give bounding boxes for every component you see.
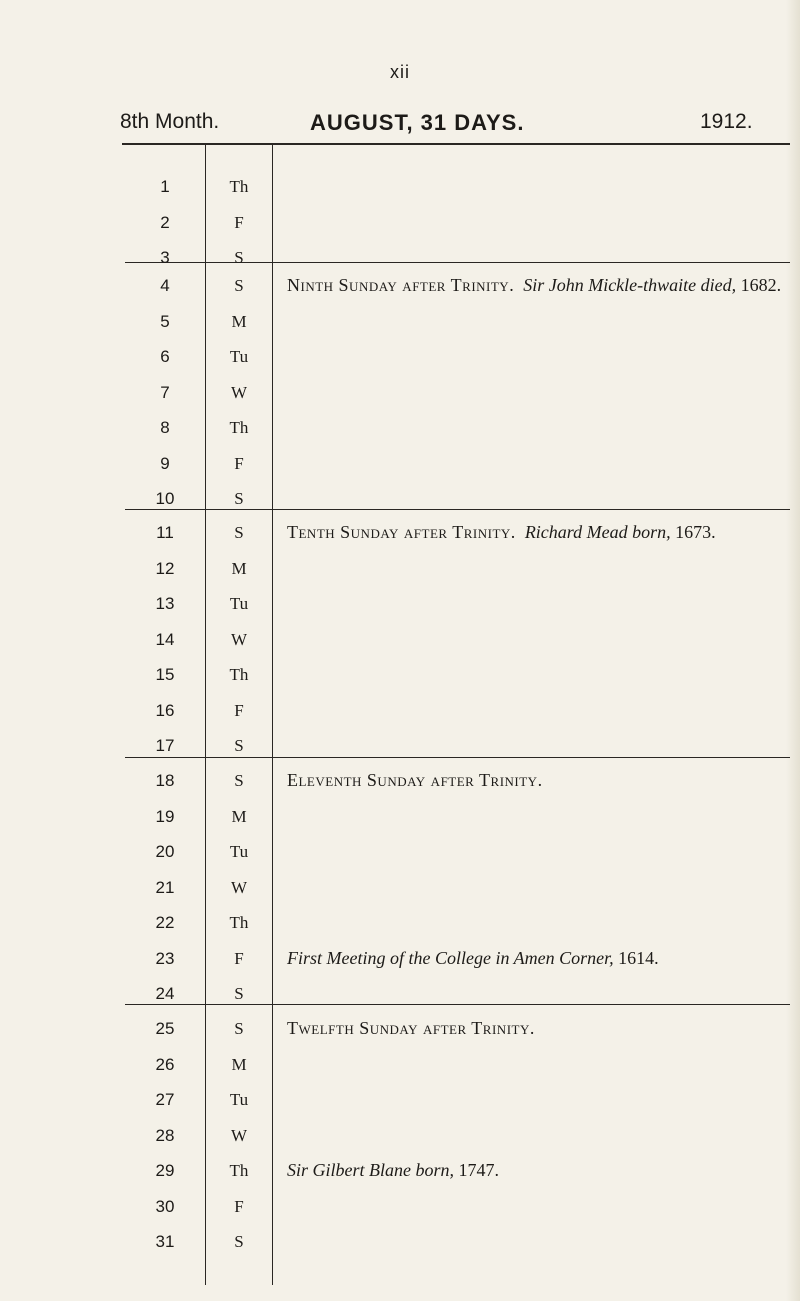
anniversary-year: 1747. bbox=[458, 1160, 499, 1180]
weekday: Tu bbox=[229, 594, 249, 613]
day-number: 1 bbox=[160, 177, 170, 196]
day-number: 10 bbox=[155, 489, 175, 508]
anniversary-year: 1673. bbox=[675, 522, 716, 542]
day-number: 5 bbox=[160, 311, 170, 331]
weekday: W bbox=[230, 1125, 248, 1145]
weekday: S bbox=[234, 736, 244, 755]
day-number: 16 bbox=[155, 700, 175, 720]
weekday: M bbox=[231, 311, 247, 331]
day-number: 12 bbox=[155, 558, 175, 578]
day-row bbox=[0, 622, 800, 658]
day-row bbox=[0, 375, 800, 411]
day-number: 14 bbox=[155, 629, 175, 649]
weekday: W bbox=[230, 629, 248, 649]
day-row bbox=[0, 799, 800, 835]
weekday: F bbox=[234, 453, 244, 473]
day-number: 11 bbox=[156, 523, 174, 542]
weekday: F bbox=[234, 1196, 244, 1216]
day-row bbox=[0, 205, 800, 241]
day-number: 22 bbox=[155, 913, 175, 932]
day-number: 27 bbox=[155, 1090, 175, 1109]
day-row bbox=[0, 1082, 800, 1118]
weekday: S bbox=[234, 1232, 244, 1251]
day-row bbox=[0, 551, 800, 587]
day-row bbox=[0, 1047, 800, 1083]
weekday: Th bbox=[229, 418, 249, 437]
anniversary-text: Sir Gilbert Blane born, bbox=[287, 1160, 454, 1180]
day-row bbox=[0, 1189, 800, 1225]
day-row bbox=[0, 339, 800, 375]
weekday: M bbox=[231, 806, 247, 826]
day-row bbox=[0, 304, 800, 340]
anniversary-year: 1614. bbox=[618, 947, 659, 968]
day-number: 31 bbox=[155, 1232, 175, 1251]
day-number: 8 bbox=[160, 418, 170, 437]
weekday: S bbox=[234, 489, 244, 508]
day-row bbox=[0, 481, 800, 517]
anniversary-text: Richard Mead born, bbox=[524, 522, 671, 542]
month-title: AUGUST, 31 DAYS. bbox=[310, 110, 525, 135]
weekday: Th bbox=[229, 1161, 249, 1180]
day-row bbox=[0, 834, 800, 870]
weekday: W bbox=[230, 382, 248, 402]
weekday: Tu bbox=[229, 842, 249, 861]
day-number: 24 bbox=[155, 984, 175, 1003]
day-note bbox=[287, 523, 792, 542]
sunday-heading: Eleventh Sunday after Trinity. bbox=[287, 770, 543, 790]
day-number: 23 bbox=[155, 948, 175, 968]
anniversary-text: Sir John Mickle-thwaite died, bbox=[523, 275, 737, 295]
day-row bbox=[0, 446, 800, 482]
day-number: 2 bbox=[160, 212, 170, 232]
day-number: 7 bbox=[160, 382, 170, 402]
weekday: Th bbox=[229, 665, 249, 684]
day-number: 26 bbox=[155, 1054, 175, 1074]
day-row bbox=[0, 976, 800, 1012]
anniversary-text: First Meeting of the College in Amen Corner, bbox=[287, 947, 614, 968]
month-number: 8th Month. bbox=[120, 110, 220, 133]
weekday: F bbox=[234, 212, 244, 232]
weekday: S bbox=[234, 248, 244, 267]
anniversary-year: 1682. bbox=[740, 275, 782, 295]
day-number: 18 bbox=[155, 771, 175, 790]
day-row bbox=[0, 586, 800, 622]
weekday: F bbox=[234, 948, 244, 968]
weekday: Th bbox=[229, 177, 249, 196]
day-row bbox=[0, 870, 800, 906]
weekday: S bbox=[234, 771, 244, 790]
weekday: S bbox=[234, 523, 244, 542]
weekday: S bbox=[234, 1019, 244, 1038]
day-number: 25 bbox=[155, 1019, 175, 1038]
year: 1912. bbox=[700, 110, 753, 133]
day-number: 17 bbox=[155, 736, 175, 755]
day-number: 15 bbox=[155, 665, 175, 684]
day-number: 9 bbox=[160, 453, 170, 473]
day-row bbox=[0, 905, 800, 941]
day-number: 29 bbox=[155, 1161, 175, 1180]
day-row bbox=[0, 728, 800, 764]
day-number: 3 bbox=[160, 248, 170, 267]
day-row bbox=[0, 693, 800, 729]
weekday: W bbox=[230, 877, 248, 897]
weekday: Th bbox=[229, 913, 249, 932]
day-number: 4 bbox=[160, 276, 170, 295]
weekday: Tu bbox=[229, 1090, 249, 1109]
day-note bbox=[287, 1019, 792, 1038]
weekday: S bbox=[234, 984, 244, 1003]
weekday: Tu bbox=[229, 347, 249, 366]
weekday: M bbox=[231, 1054, 247, 1074]
day-number: 30 bbox=[155, 1196, 175, 1216]
day-row bbox=[0, 657, 800, 693]
day-row bbox=[0, 410, 800, 446]
sunday-heading: Ninth Sunday after Trinity. bbox=[287, 275, 515, 295]
day-row bbox=[0, 1224, 800, 1260]
day-number: 21 bbox=[155, 877, 175, 897]
weekday: M bbox=[231, 558, 247, 578]
sunday-heading: Tenth Sunday after Trinity. bbox=[287, 522, 516, 542]
day-number: 6 bbox=[160, 347, 170, 366]
day-number: 13 bbox=[155, 594, 175, 613]
page-number: xii bbox=[390, 62, 410, 82]
day-note bbox=[287, 1161, 792, 1180]
day-row bbox=[0, 1118, 800, 1154]
day-note bbox=[287, 276, 792, 295]
day-number: 20 bbox=[155, 842, 175, 861]
day-note bbox=[287, 771, 792, 790]
header-rule bbox=[122, 143, 790, 145]
weekday: S bbox=[234, 276, 244, 295]
day-row bbox=[0, 169, 800, 205]
weekday: F bbox=[234, 700, 244, 720]
day-note bbox=[287, 949, 792, 968]
day-number: 19 bbox=[155, 806, 175, 826]
day-number: 28 bbox=[155, 1125, 175, 1145]
sunday-heading: Twelfth Sunday after Trinity. bbox=[287, 1018, 535, 1038]
